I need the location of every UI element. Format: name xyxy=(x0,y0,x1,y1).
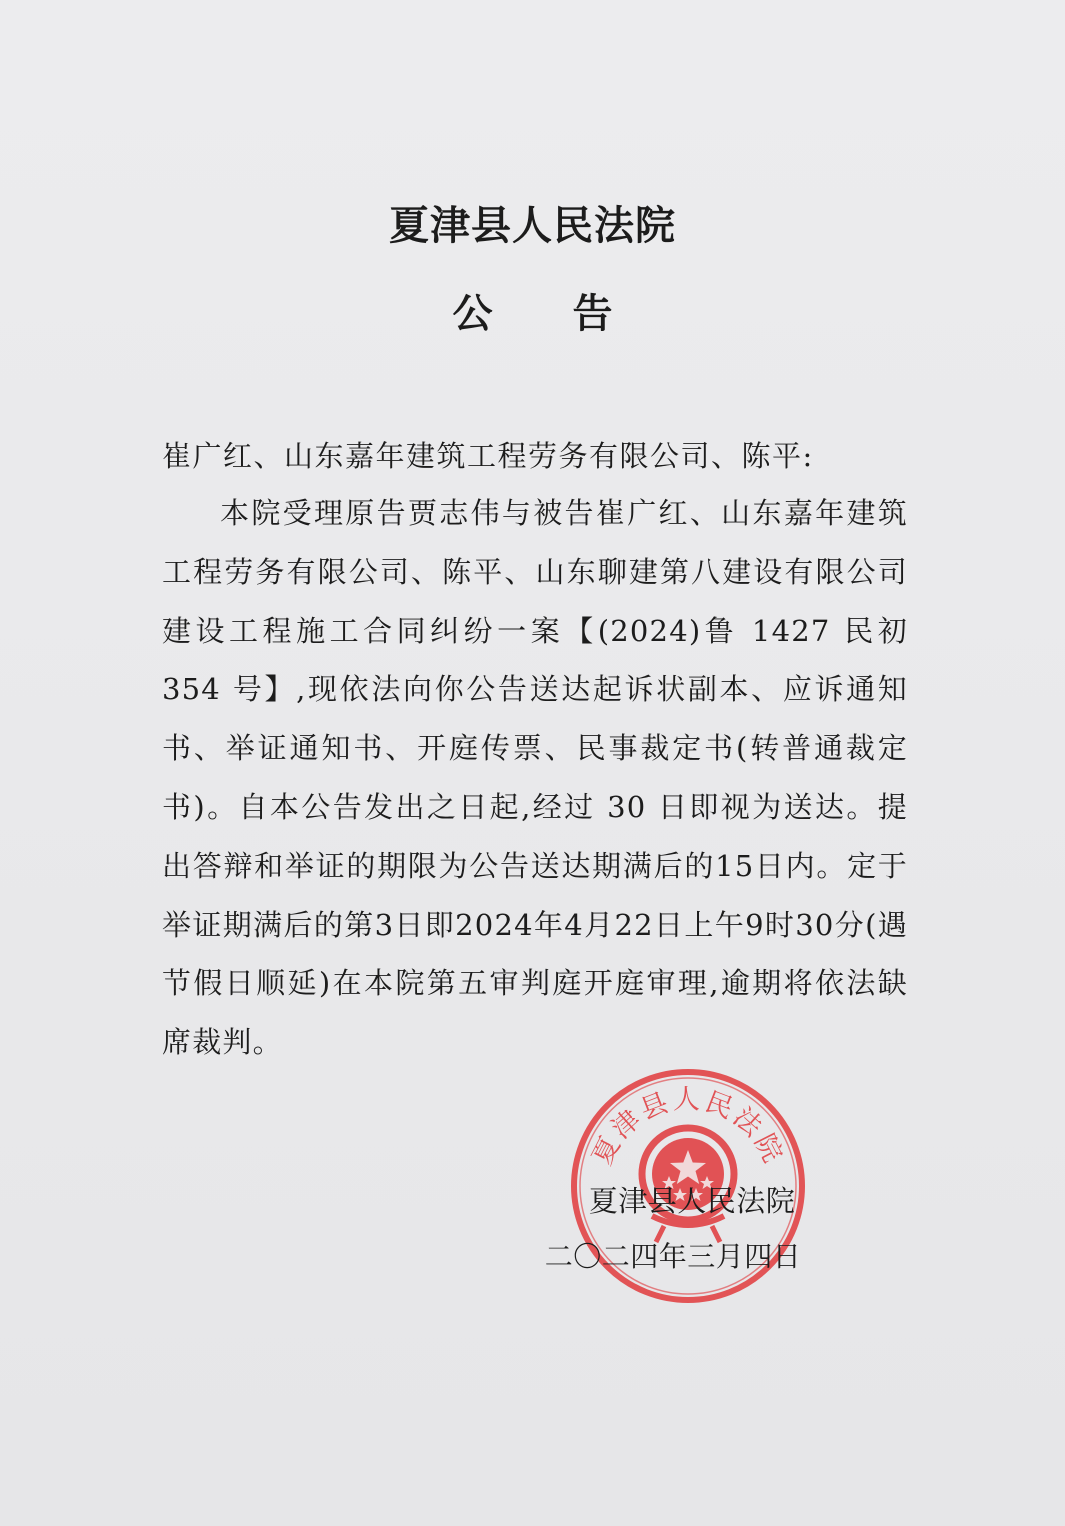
addressee-line: 崔广红、山东嘉年建筑工程劳务有限公司、陈平: xyxy=(162,439,814,473)
signature-date: 二〇二四年三月四日 xyxy=(544,1240,802,1273)
notice-body: 本院受理原告贾志伟与被告崔广红、山东嘉年建筑工程劳务有限公司、陈平、山东聊建第八建设有限公司建设工程施工合同纠纷一案【(2024)鲁 1427 民初 354 号】,现依法向你公告送达起诉状副本、应诉通知书、举证通知书、开庭传票、民事裁定书(转普通裁定书)。自本公告发出之日起,经过 30 日即视为送达。提出答辩和举证的期限为公告送达期满后的15日内。定于举证期满后的第3日即2024年4月22日上午9时30分(遇节假日顺延)在本院第五审判庭开庭审理,逾期将依法缺席裁判。 xyxy=(162,496,908,1060)
notice-title-char-2: 告 xyxy=(572,290,613,337)
signature-court-name: 夏津县人民法院 xyxy=(588,1184,796,1218)
seal-text: 夏津县人民法院 xyxy=(586,1084,790,1170)
notice-title xyxy=(0,284,1065,344)
notice-title-char-1: 公 xyxy=(452,290,493,337)
court-title: 夏津县人民法院 xyxy=(389,202,676,249)
